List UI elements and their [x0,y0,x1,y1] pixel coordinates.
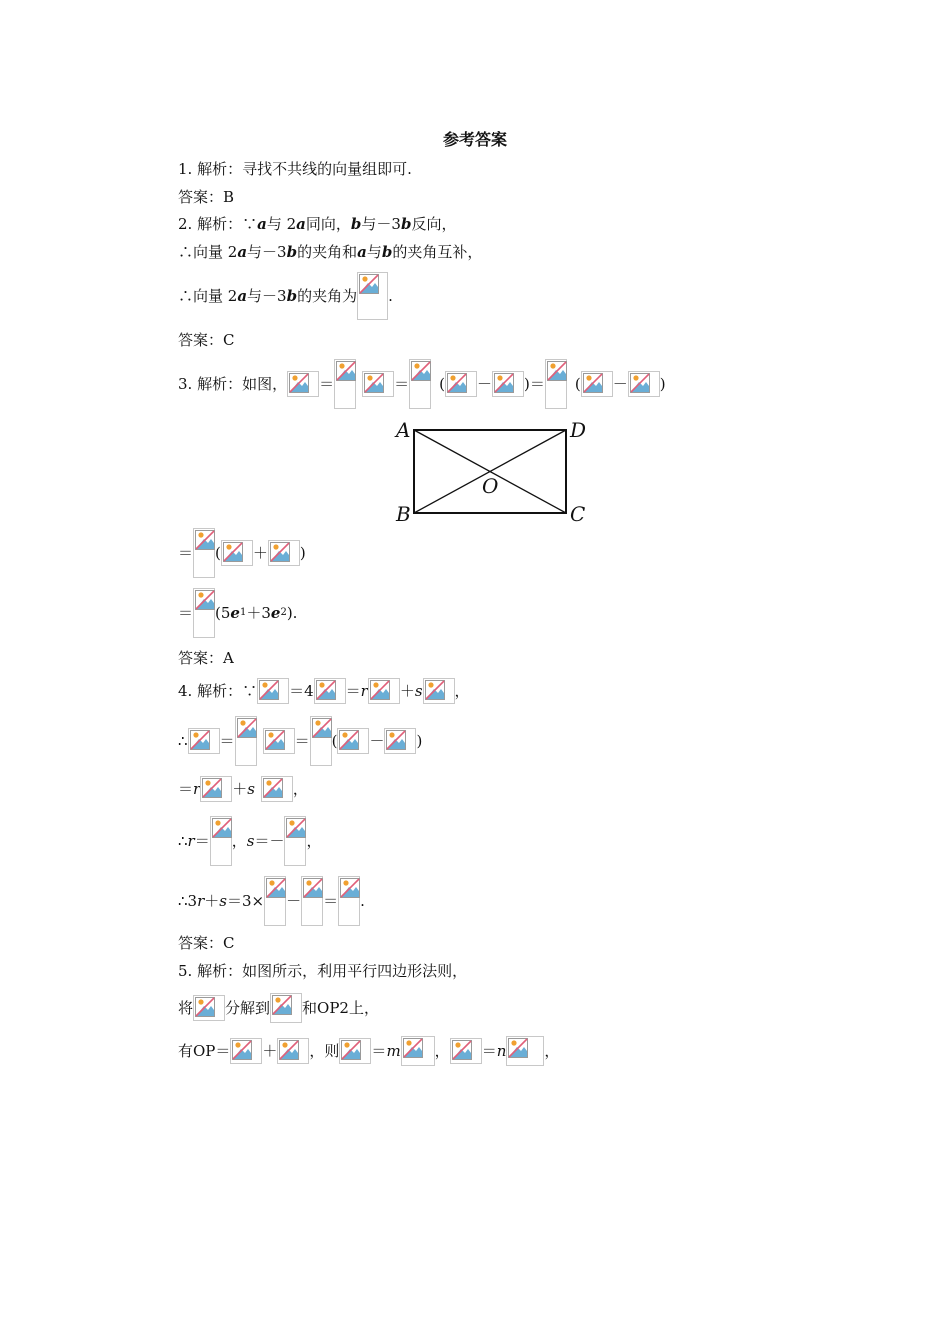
broken-image-icon [264,876,286,926]
paren-right: ) [659,375,666,393]
vertex-b-label: B [396,502,411,526]
vec-b: b [286,243,298,261]
q1-analysis: 1. 解析：寻找不共线的向量组即可. [178,160,412,178]
paren-right: ) [416,732,423,750]
broken-image-icon [334,359,356,409]
q4-l1-eq: ＝4 [289,682,314,700]
equals: ＝ [294,732,310,750]
comma: ， [434,1042,450,1060]
q2-l3-m1: 与－3 [247,287,287,305]
vertex-a-label: A [396,418,411,442]
comma: ， [454,682,470,700]
paren-left: ( [215,544,221,562]
paren-right: ) [299,544,306,562]
equals: ＝ [529,375,545,393]
comma: ， [231,832,247,850]
broken-image-icon [270,993,302,1023]
vec-b: b [350,215,362,233]
q4-line5 [178,876,365,926]
vec-b: b [381,243,393,261]
var-s: s [414,682,423,700]
broken-image-icon [200,776,232,802]
var-r: r [360,682,368,700]
vertex-c-label: C [570,502,586,526]
q5-l3-mid: ，则 [309,1042,340,1060]
q5-l2-mid: 分解到 [225,999,271,1017]
broken-image-icon [314,678,346,704]
q5-line2 [178,993,379,1023]
period: . [360,892,365,910]
broken-image-icon [193,588,215,638]
q2-line2 [178,242,482,262]
vertex-d-label: D [570,418,587,442]
q2-l3-m2: 的夹角为 [297,287,358,305]
q5-l3-pre: 有OP＝ [178,1042,231,1060]
broken-image-icon [445,371,477,397]
q2-l1-end: 反向， [411,215,457,233]
q5-line1: 5. 解析：如图所示，利用平行四边形法则， [178,962,468,980]
var-r: r [197,892,205,910]
q2-answer: 答案：C [178,331,235,349]
broken-image-icon [221,540,253,566]
q4-answer: 答案：C [178,934,235,952]
broken-image-icon [193,528,215,578]
var-n: n [496,1042,507,1060]
broken-image-icon [268,540,300,566]
q3-line3 [178,588,297,638]
equals: ＝ [219,732,235,750]
broken-image-icon [339,1038,371,1064]
vec-b: b [400,215,412,233]
q3-answer: 答案：A [178,649,234,667]
vec-e: e [230,604,240,622]
q4-line3 [178,776,308,802]
broken-image-icon [301,876,323,926]
broken-image-icon [284,816,306,866]
q3-l3-text: (5 [215,604,231,622]
q2-l2-end: 的夹角互补， [392,243,483,261]
var-s: s [219,892,227,910]
broken-image-icon [257,678,289,704]
equals: ＝ [323,892,339,910]
q2-l2-pre: ∴向量 2 [178,243,238,261]
plus: ＋ [252,544,268,562]
minus: － [369,732,385,750]
q4-l1-pre: 4. 解析：∵ [178,682,258,700]
broken-image-icon [338,876,360,926]
broken-image-icon [230,1038,262,1064]
plus: ＋ [232,780,248,798]
broken-image-icon [628,371,660,397]
q5-l2-end: 和OP2上， [302,999,379,1017]
equals: ＝ [481,1042,497,1060]
page-title: 参考答案 [442,130,507,149]
minus: － [476,375,492,393]
vec-a: a [357,243,367,261]
q3-l3-mid: ＋3 [246,604,271,622]
broken-image-icon [581,371,613,397]
subscript: 2 [280,607,287,618]
paren-right: ) [524,375,530,393]
vec-b: b [286,287,298,305]
vec-a: a [237,287,248,305]
equals: ＝ [178,780,194,798]
broken-image-icon [409,359,431,409]
paren-left: ( [331,732,338,750]
broken-image-icon [401,1036,435,1066]
q2-l2-m1: 与－3 [247,243,287,261]
broken-image-icon [235,716,257,766]
equals: ＝ [178,544,194,562]
broken-image-icon [423,678,455,704]
q2-l2-m2: 的夹角和 [297,243,358,261]
broken-image-icon [188,728,220,754]
q2-l1-m3: 与－3 [361,215,401,233]
broken-image-icon [210,816,232,866]
subscript: 1 [239,607,247,618]
equals: ＝ [319,375,335,393]
q5-l2-pre: 将 [178,999,194,1017]
broken-image-icon [337,728,369,754]
equals: ＝ [394,375,410,393]
plus: ＋ [204,892,220,910]
plus: ＋ [262,1042,278,1060]
vec-a: a [257,215,267,233]
equals: ＝ [371,1042,387,1060]
q4-line4 [178,816,321,866]
broken-image-icon [506,1036,544,1066]
broken-image-icon [263,728,295,754]
equals: ＝ [345,682,361,700]
vec-a: a [237,243,248,261]
q2-l3-end: . [388,287,393,305]
q4-l5-eq: ＝3× [226,892,265,910]
q2-l1-m1: 与 2 [266,215,297,233]
q2-l2-m3: 与 [366,243,382,261]
therefore: ∴ [178,732,188,750]
q4-line2 [178,716,422,766]
equals: ＝ [194,832,210,850]
q3-l3-end: ). [286,604,298,622]
q4-l4-eq2: ＝－ [254,832,285,850]
broken-image-icon [368,678,400,704]
q2-l1-m2: 同向， [305,215,351,233]
comma: ， [292,780,308,798]
broken-image-icon [492,371,524,397]
q3-line1 [178,359,666,409]
q4-line1 [178,678,470,704]
broken-image-icon [384,728,416,754]
broken-image-icon [362,371,394,397]
broken-image-icon [357,272,388,320]
broken-image-icon [545,359,567,409]
q2-line3 [178,272,393,320]
minus: － [286,892,302,910]
minus: － [612,375,628,393]
var-s: s [246,832,255,850]
paren-left: ( [574,375,581,393]
q3-l1-pre: 3. 解析：如图， [178,375,288,393]
plus: ＋ [399,682,415,700]
comma: ， [544,1042,560,1060]
q2-l3-pre: ∴向量 2 [178,287,238,305]
broken-image-icon [261,776,293,802]
q3-line2 [178,528,306,578]
equals: ＝ [178,604,194,622]
rectangle-diagram [392,416,592,528]
broken-image-icon [277,1038,309,1064]
var-r: r [187,832,195,850]
broken-image-icon [310,716,332,766]
broken-image-icon [193,995,225,1021]
center-o-label: O [482,474,499,498]
q4-l5-pre: ∴3 [178,892,198,910]
q2-line1 [178,214,456,234]
var-r: r [193,780,201,798]
vec-a: a [296,215,306,233]
var-s: s [247,780,255,798]
var-m: m [386,1042,401,1060]
comma: ， [306,832,322,850]
therefore: ∴ [178,832,188,850]
q2-l1-pre: 2. 解析：∵ [178,215,258,233]
broken-image-icon [287,371,319,397]
broken-image-icon [450,1038,482,1064]
paren-left: ( [439,375,445,393]
q5-line3 [178,1036,559,1066]
vec-e: e [270,604,281,622]
rectangle-figure [392,416,592,528]
q1-answer: 答案：B [178,188,235,206]
